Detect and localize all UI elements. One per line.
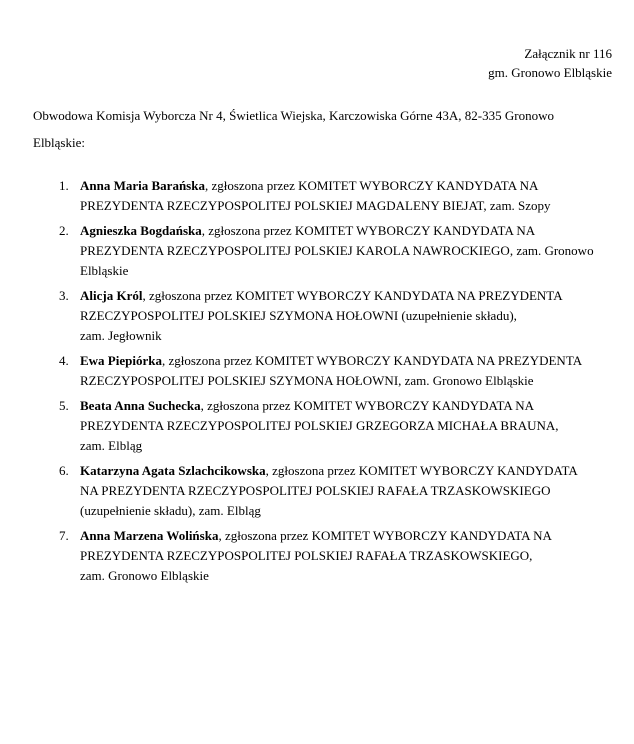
member-text-line: PREZYDENTA RZECZYPOSPOLITEJ POLSKIEJ KAROLA NAWROCKIEGO, zam. Gronowo: [80, 243, 594, 258]
member-text-line: , zgłoszona przez KOMITET WYBORCZY KANDYDATA NA: [218, 528, 552, 543]
member-row: [0, 396, 634, 456]
member-number: 7.: [59, 528, 69, 543]
intro-line: Obwodowa Komisja Wyborcza Nr 4, Świetlica Wiejska, Karczowiska Górne 43A, 82-335 Gronowo: [33, 108, 554, 123]
member-text-line: PREZYDENTA RZECZYPOSPOLITEJ POLSKIEJ GRZEGORZA MICHAŁA BRAUNA,: [80, 418, 559, 433]
member-text-line: , zgłoszona przez KOMITET WYBORCZY KANDYDATA NA PREZYDENTA: [161, 353, 583, 368]
member-number: 1.: [59, 178, 69, 193]
member-text-line: , zgłoszona przez KOMITET WYBORCZY KANDYDATA: [265, 463, 578, 478]
member-number: 4.: [59, 353, 69, 368]
member-entry: [80, 351, 615, 391]
member-name: Anna Marzena Wolińska: [80, 528, 219, 543]
member-text-line: PREZYDENTA RZECZYPOSPOLITEJ POLSKIEJ MAGDALENY BIEJAT, zam. Szopy: [80, 198, 551, 213]
member-row: [0, 461, 634, 521]
member-name: Ewa Piepiórka: [80, 353, 162, 368]
member-text-line: , zgłoszona przez KOMITET WYBORCZY KANDYDATA NA: [204, 178, 539, 193]
member-text-line: , zgłoszona przez KOMITET WYBORCZY KANDYDATA NA: [200, 398, 535, 413]
member-text-line: Elbląskie: [80, 263, 129, 278]
member-entry: [80, 396, 615, 456]
member-row: [0, 221, 634, 281]
member-entry: [80, 221, 615, 281]
intro-line: Elbląskie:: [33, 135, 85, 150]
member-number: 6.: [59, 463, 69, 478]
member-entry: [80, 461, 615, 521]
member-text-line: zam. Elbląg: [80, 438, 143, 453]
member-text-line: NA PREZYDENTA RZECZYPOSPOLITEJ POLSKIEJ RAFAŁA TRZASKOWSKIEGO: [80, 483, 551, 498]
member-name: Beata Anna Suchecka: [80, 398, 201, 413]
member-text-line: RZECZYPOSPOLITEJ POLSKIEJ SZYMONA HOŁOWNI, zam. Gronowo Elbląskie: [80, 373, 534, 388]
member-text-line: , zgłoszona przez KOMITET WYBORCZY KANDYDATA NA: [201, 223, 536, 238]
member-text-line: , zgłoszona przez KOMITET WYBORCZY KANDYDATA NA PREZYDENTA: [142, 288, 563, 303]
member-name: Agnieszka Bogdańska: [80, 223, 202, 238]
member-name: Alicja Król: [80, 288, 143, 303]
member-name: Katarzyna Agata Szlachcikowska: [80, 463, 266, 478]
member-entry: [80, 526, 615, 586]
member-row: [0, 351, 634, 391]
member-text-line: zam. Gronowo Elbląskie: [80, 568, 209, 583]
attachment-number: Załącznik nr 116: [524, 46, 612, 61]
commission-intro: [33, 102, 606, 156]
member-number: 5.: [59, 398, 69, 413]
member-row: [0, 176, 634, 216]
member-number: 3.: [59, 288, 69, 303]
member-text-line: (uzupełnienie składu), zam. Elbląg: [80, 503, 261, 518]
attachment-header: [0, 0, 634, 82]
member-text-line: PREZYDENTA RZECZYPOSPOLITEJ POLSKIEJ RAFAŁA TRZASKOWSKIEGO,: [80, 548, 533, 563]
member-number: 2.: [59, 223, 69, 238]
member-text-line: RZECZYPOSPOLITEJ POLSKIEJ SZYMONA HOŁOWNI (uzupełnienie składu),: [80, 308, 517, 323]
member-row: [0, 526, 634, 586]
members-list: [0, 176, 634, 586]
member-text-line: zam. Jegłownik: [80, 328, 162, 343]
member-name: Anna Maria Barańska: [80, 178, 205, 193]
municipality-label: gm. Gronowo Elbląskie: [488, 65, 612, 80]
member-row: [0, 286, 634, 346]
member-entry: [80, 176, 615, 216]
member-entry: [80, 286, 615, 346]
